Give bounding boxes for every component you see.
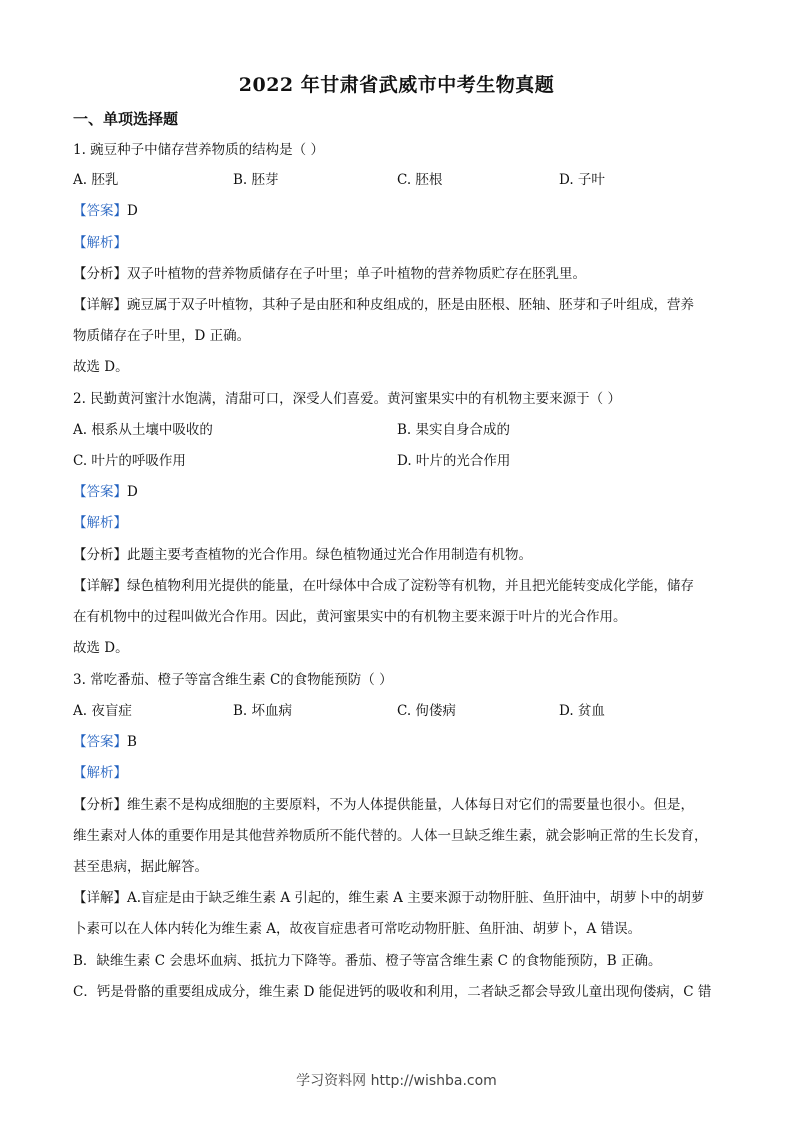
question-1-fenxi	[73, 264, 723, 284]
question-2-option-a: A. 根系从土壤中吸收的	[73, 422, 213, 438]
question-3-fenxi-line-3: 甚至患病，据此解答。	[73, 859, 208, 875]
question-2-fenxi	[73, 545, 723, 565]
question-3-xiangjie-line-1	[73, 888, 723, 908]
question-2-conclusion: 故选 D。	[73, 640, 129, 656]
question-3-xiangjie-line-2: 卜素可以在人体内转化为维生素 A，故夜盲症患者可常吃动物肝脏、鱼肝油、胡萝卜，A 错误。	[73, 921, 642, 937]
question-1-stem: 1. 豌豆种子中储存营养物质的结构是（ ）	[73, 142, 324, 158]
question-3-option-a: A. 夜盲症	[73, 703, 132, 719]
answer-value: D	[127, 203, 138, 219]
question-1-xiangjie-line-2: 物质储存在子叶里，D 正确。	[73, 328, 251, 344]
answer-value: D	[127, 484, 138, 500]
page-title: 2022 年甘肃省武威市中考生物真题	[238, 74, 555, 96]
question-1-answer	[73, 201, 723, 221]
fenxi-tag: 【分析】	[73, 797, 127, 813]
question-2-option-d: D. 叶片的光合作用	[397, 453, 511, 469]
question-3-stem: 3. 常吃番茄、橙子等富含维生素 C的食物能预防（ ）	[73, 672, 393, 688]
fenxi-tag: 【分析】	[73, 547, 127, 563]
question-3-line-b: B．缺维生素 C 会患坏血病、抵抗力下降等。番茄、橙子等富含维生素 C 的食物能预防，B 正确。	[73, 953, 662, 969]
section-heading: 一、单项选择题	[73, 110, 179, 128]
question-3-option-d: D. 贫血	[559, 703, 605, 719]
question-3-answer	[73, 732, 723, 752]
xiangjie-tag: 【详解】	[73, 890, 127, 906]
question-1-option-d: D. 子叶	[559, 172, 605, 188]
question-2-option-c: C. 叶片的呼吸作用	[73, 453, 186, 469]
fenxi-text: 维生素不是构成细胞的主要原料，不为人体提供能量，人体每日对它们的需要量也很小。但是，	[127, 797, 694, 813]
answer-tag: 【答案】	[73, 484, 127, 500]
question-2-answer	[73, 482, 723, 502]
xiangjie-tag: 【详解】	[73, 297, 127, 313]
question-1-xiangjie-line-1	[73, 295, 723, 315]
xiangjie-tag: 【详解】	[73, 578, 127, 594]
question-1-option-c: C. 胚根	[397, 172, 443, 188]
question-1-option-b: B. 胚芽	[233, 172, 279, 188]
question-3-option-b: B. 坏血病	[233, 703, 293, 719]
question-2-stem: 2. 民勤黄河蜜汁水饱满，清甜可口，深受人们喜爱。黄河蜜果实中的有机物主要来源于（ ）	[73, 391, 621, 407]
question-3-analysis-tag: 【解析】	[73, 765, 127, 781]
question-1-analysis-tag: 【解析】	[73, 235, 127, 251]
xiangjie-text: A.盲症是由于缺乏维生素 A 引起的，维生素 A 主要来源于动物肝脏、鱼肝油中，胡萝卜中的胡萝	[127, 890, 705, 906]
question-2-xiangjie-line-1	[73, 576, 723, 596]
fenxi-tag: 【分析】	[73, 266, 127, 282]
page-footer: 学习资料网 http://wishba.com	[296, 1073, 497, 1089]
fenxi-text: 此题主要考查植物的光合作用。绿色植物通过光合作用制造有机物。	[127, 547, 532, 563]
answer-value: B	[127, 734, 137, 750]
fenxi-text: 双子叶植物的营养物质储存在子叶里；单子叶植物的营养物质贮存在胚乳里。	[127, 266, 586, 282]
xiangjie-text: 绿色植物利用光提供的能量，在叶绿体中合成了淀粉等有机物，并且把光能转变成化学能，储存	[127, 578, 694, 594]
answer-tag: 【答案】	[73, 734, 127, 750]
question-3-fenxi-line-2: 维生素对人体的重要作用是其他营养物质所不能代替的。人体一旦缺乏维生素，就会影响正常的生长发育，	[73, 828, 708, 844]
question-1-option-a: A. 胚乳	[73, 172, 119, 188]
xiangjie-text: 豌豆属于双子叶植物，其种子是由胚和种皮组成的，胚是由胚根、胚轴、胚芽和子叶组成，营养	[127, 297, 694, 313]
question-3-option-c: C. 佝偻病	[397, 703, 456, 719]
question-2-analysis-tag: 【解析】	[73, 515, 127, 531]
question-2-option-b: B. 果实自身合成的	[397, 422, 511, 438]
question-3-fenxi-line-1	[73, 795, 723, 815]
question-2-xiangjie-line-2: 在有机物中的过程叫做光合作用。因此，黄河蜜果实中的有机物主要来源于叶片的光合作用。	[73, 609, 627, 625]
question-3-line-c: C．钙是骨骼的重要组成成分，维生素 D 能促进钙的吸收和利用，二者缺乏都会导致儿童出现佝偻病，C 错	[73, 984, 712, 1000]
answer-tag: 【答案】	[73, 203, 127, 219]
question-1-conclusion: 故选 D。	[73, 359, 129, 375]
